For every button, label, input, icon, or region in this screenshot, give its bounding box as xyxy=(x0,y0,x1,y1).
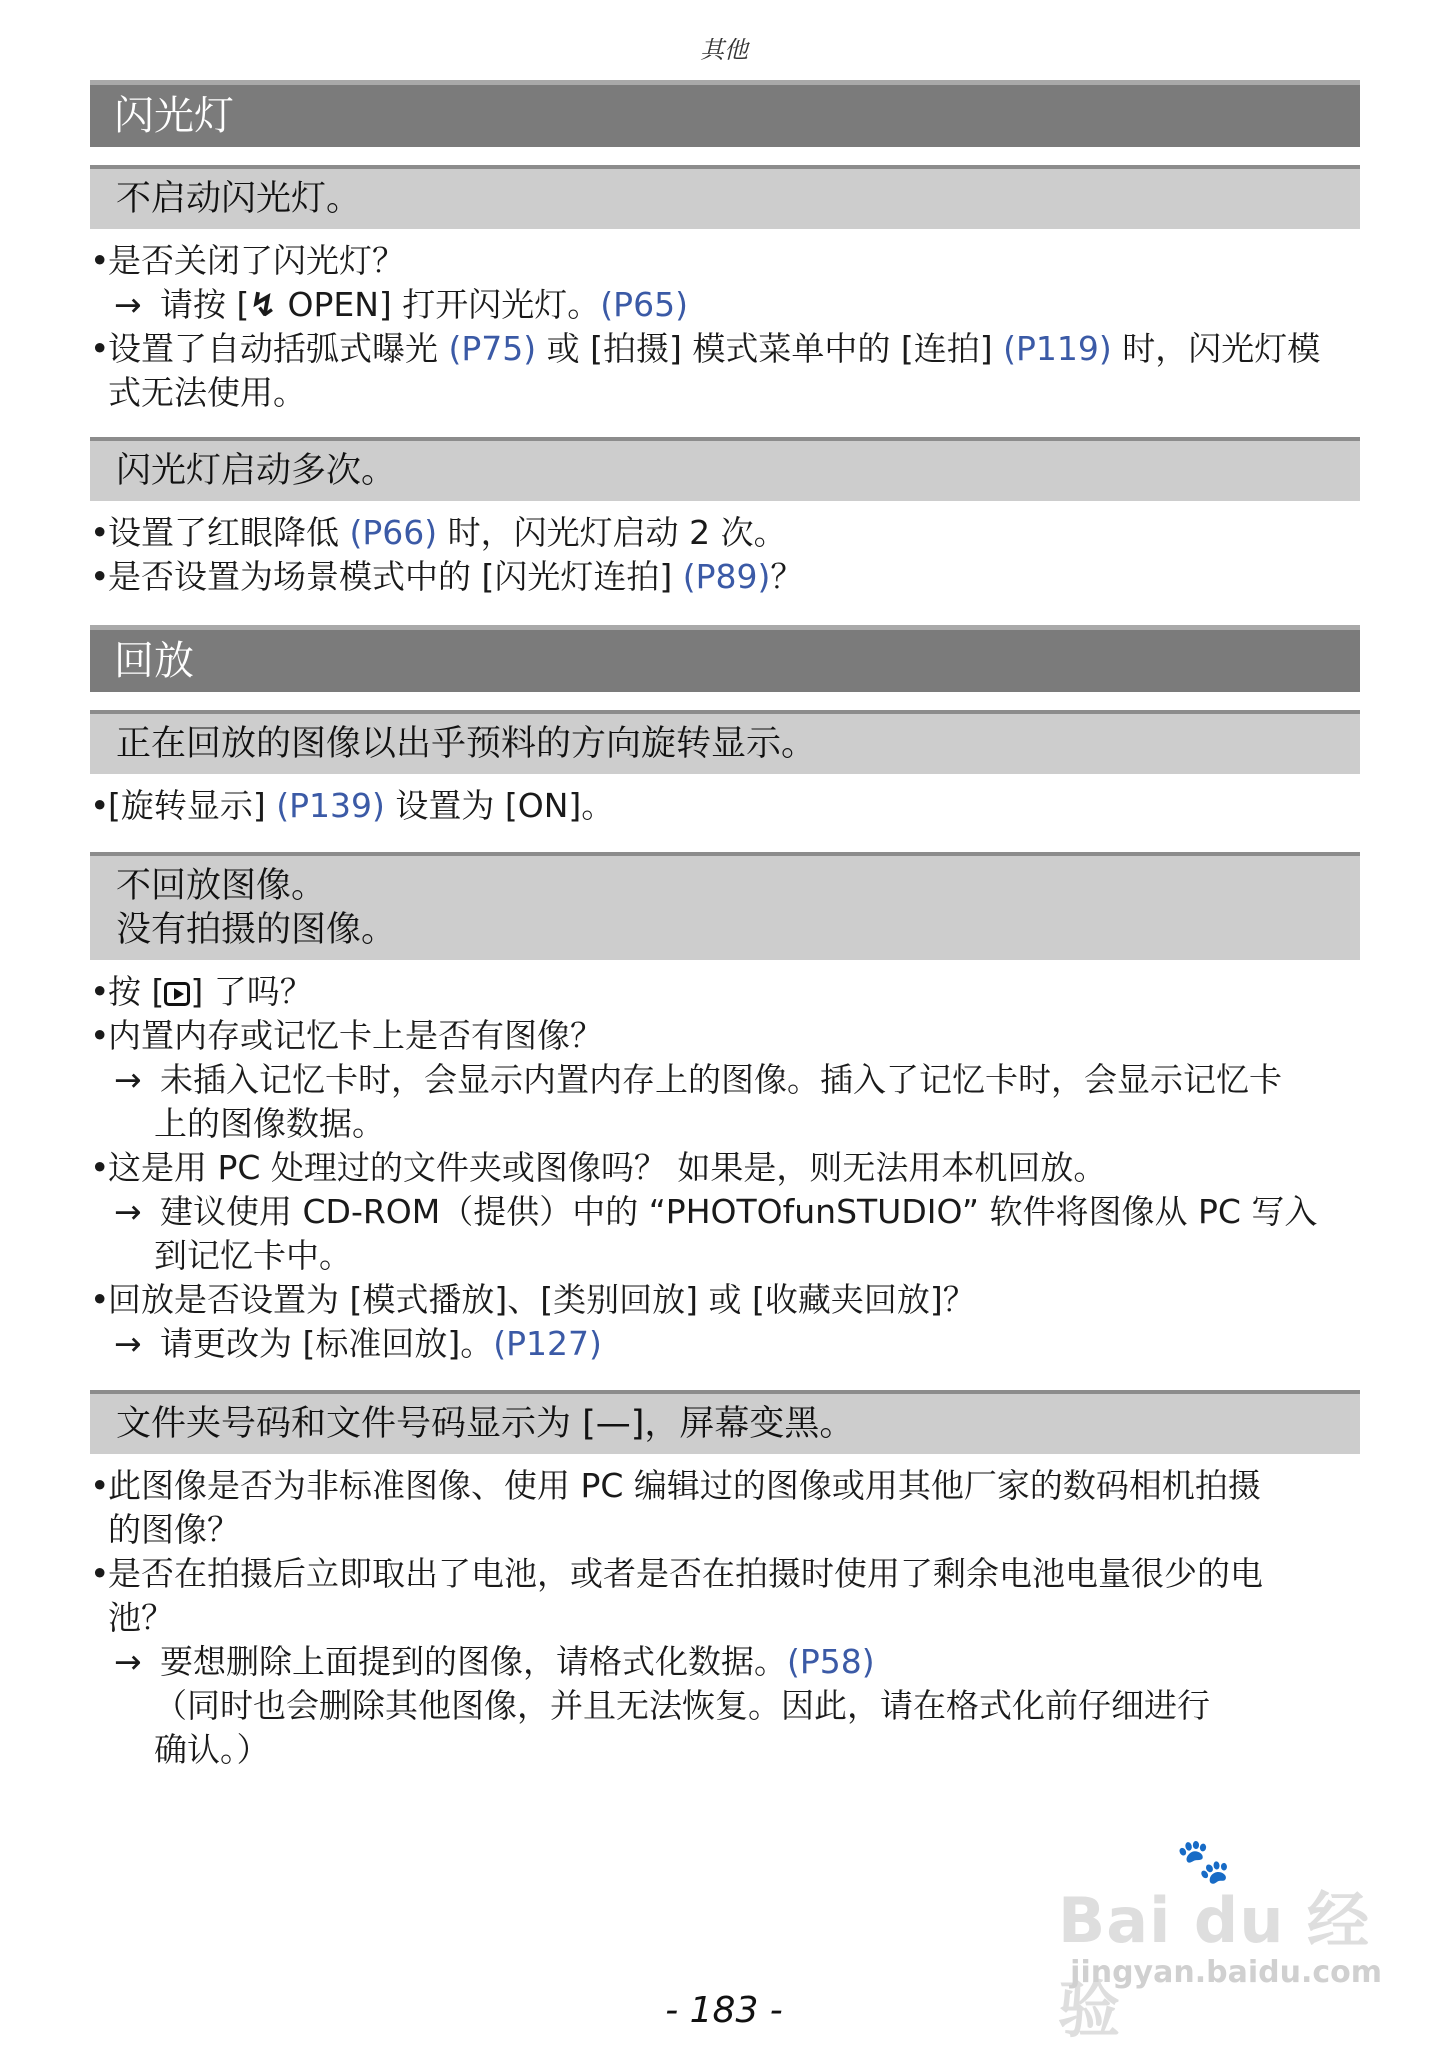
list-item: • 回放是否设置为 [模式播放]、[类别回放] 或 [收藏夹回放]？ xyxy=(90,1278,1360,1322)
list-item-continuation: 池？ xyxy=(108,1598,174,1637)
list-item: • 是否在拍摄后立即取出了电池，或者是否在拍摄时使用了剩余电池电量很少的电 xyxy=(90,1552,1360,1596)
arrow-icon: → xyxy=(114,1324,142,1363)
page-link[interactable]: (P66) xyxy=(349,513,438,552)
list-item-note: 确认。） xyxy=(154,1730,270,1769)
watermark-url: jingyan.baidu.com xyxy=(1070,1955,1382,1990)
watermark xyxy=(1058,1835,1388,2046)
page-link[interactable]: (P75) xyxy=(448,329,537,368)
running-title: 其他 xyxy=(700,36,748,64)
answer-list xyxy=(90,784,1360,828)
arrow-icon: → xyxy=(114,1060,142,1099)
flash-icon: ↯ xyxy=(249,285,278,324)
paw-icon: 🐾 xyxy=(1176,1836,1231,1887)
list-item-note: （同时也会删除其他图像，并且无法恢复。因此，请在格式化前仔细进行 xyxy=(154,1686,1210,1725)
watermark-logo: Bai du 经验 xyxy=(1058,1884,1371,2046)
list-item: • 此图像是否为非标准图像、使用 PC 编辑过的图像或用其他厂家的数码相机拍摄 xyxy=(90,1464,1360,1508)
list-item: → 要想删除上面提到的图像，请格式化数据。(P58) xyxy=(90,1640,1360,1684)
question-title: 正在回放的图像以出乎预料的方向旋转显示。 xyxy=(90,710,1360,774)
question-title: 文件夹号码和文件号码显示为 [—]，屏幕变黑。 xyxy=(90,1390,1360,1454)
playback-icon xyxy=(164,982,190,1006)
page-content xyxy=(90,80,1360,1772)
list-item-continuation: 式无法使用。 xyxy=(108,373,306,412)
answer-list xyxy=(90,511,1360,599)
question-title xyxy=(90,852,1360,960)
question-title-line: 没有拍摄的图像。 xyxy=(116,910,397,950)
answer-list xyxy=(90,239,1360,415)
arrow-icon: → xyxy=(114,285,142,324)
section-title-flash: 闪光灯 xyxy=(90,80,1360,147)
page-link[interactable]: (P127) xyxy=(493,1324,602,1363)
list-item: • 设置了红眼降低 (P66) 时，闪光灯启动 2 次。 xyxy=(90,511,1360,555)
list-item: • [旋转显示] (P139) 设置为 [ON]。 xyxy=(90,784,1360,828)
page-link[interactable]: (P119) xyxy=(1003,329,1112,368)
list-item-continuation: 上的图像数据。 xyxy=(154,1104,385,1143)
answer-list xyxy=(90,1464,1360,1772)
arrow-icon: → xyxy=(114,1192,142,1231)
answer-list xyxy=(90,970,1360,1366)
list-item: • 按 [ ] 了吗？ xyxy=(90,970,1360,1014)
question-title: 闪光灯启动多次。 xyxy=(90,437,1360,501)
list-item: → 建议使用 CD-ROM（提供）中的 “PHOTOfunSTUDIO” 软件将图像从 PC 写入 xyxy=(90,1190,1360,1234)
page-link[interactable]: (P139) xyxy=(276,786,385,825)
list-item: → 请更改为 [标准回放]。(P127) xyxy=(90,1322,1360,1366)
page-link[interactable]: (P58) xyxy=(787,1642,875,1681)
list-item: • 是否关闭了闪光灯？ xyxy=(90,239,1360,283)
question-title: 不启动闪光灯。 xyxy=(90,165,1360,229)
page-link[interactable]: (P89) xyxy=(682,557,771,596)
list-item: • 内置内存或记忆卡上是否有图像？ xyxy=(90,1014,1360,1058)
page-link[interactable]: (P65) xyxy=(600,285,688,324)
arrow-icon: → xyxy=(114,1642,142,1681)
section-title-playback: 回放 xyxy=(90,625,1360,692)
page-number: - 183 - xyxy=(665,1990,783,2031)
list-item: → 请按 [↯ OPEN] 打开闪光灯。(P65) xyxy=(90,283,1360,327)
list-item: → 未插入记忆卡时，会显示内置内存上的图像。插入了记忆卡时，会显示记忆卡 xyxy=(90,1058,1360,1102)
list-item-continuation: 的图像？ xyxy=(108,1510,240,1549)
list-item: • 是否设置为场景模式中的 [闪光灯连拍] (P89)？ xyxy=(90,555,1360,599)
list-item: • 设置了自动括弧式曝光 (P75) 或 [拍摄] 模式菜单中的 [连拍] (P119) 时，闪光灯模 xyxy=(90,327,1360,371)
list-item: • 这是用 PC 处理过的文件夹或图像吗？ 如果是，则无法用本机回放。 xyxy=(90,1146,1360,1190)
list-item-continuation: 到记忆卡中。 xyxy=(154,1236,352,1275)
question-title-line: 不回放图像。 xyxy=(116,866,327,906)
